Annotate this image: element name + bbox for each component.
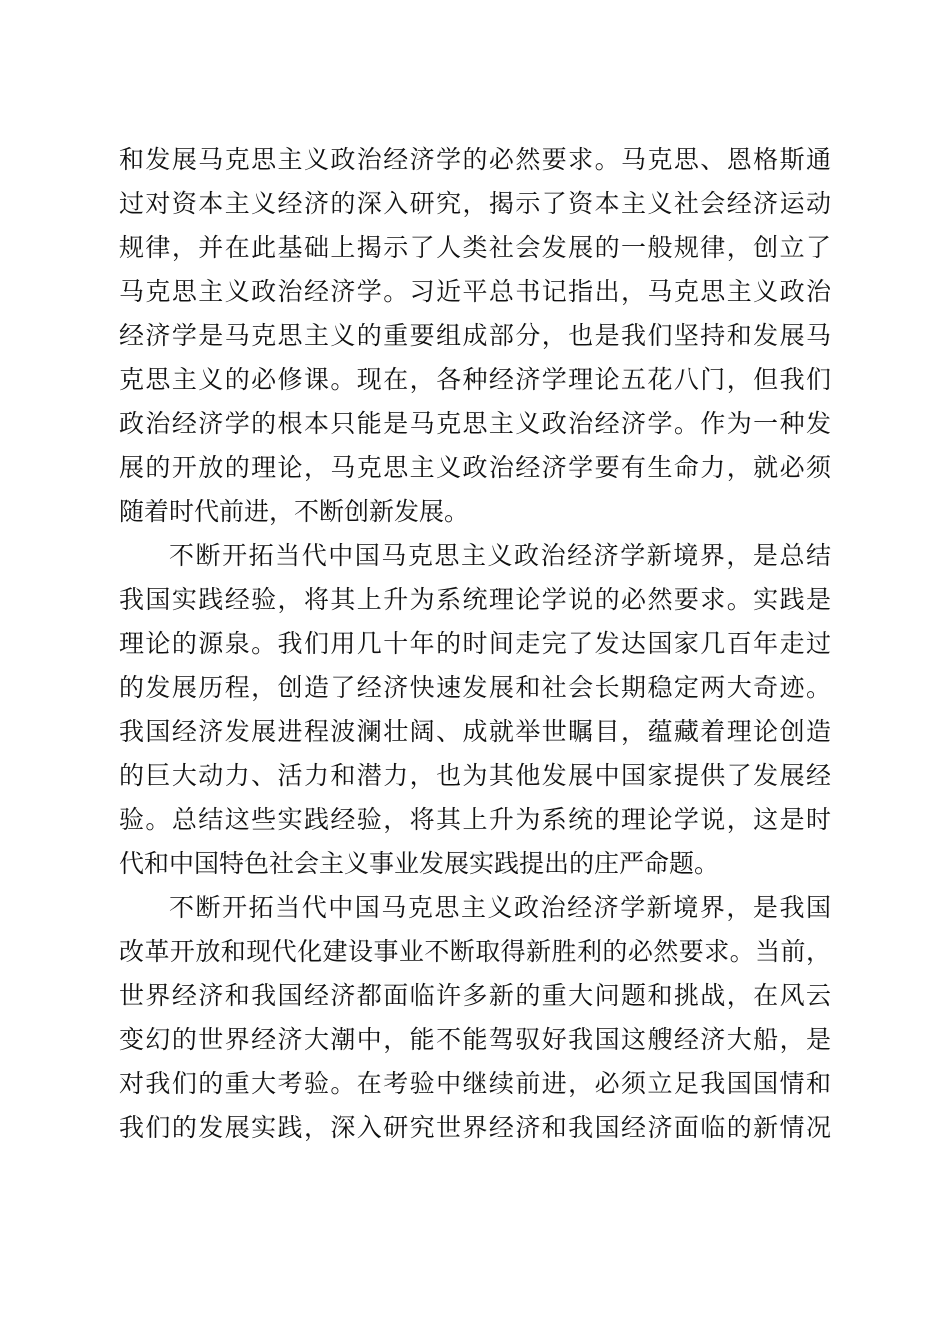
text-line: 验。总结这些实践经验，将其上升为系统的理论学说，这是时 bbox=[119, 805, 831, 834]
text-line: 世界经济和我国经济都面临许多新的重大问题和挑战，在风云 bbox=[119, 981, 831, 1010]
text-line: 我国经济发展进程波澜壮阔、成就举世瞩目，蕴藏着理论创造 bbox=[119, 717, 831, 746]
paragraph-2 bbox=[119, 534, 831, 886]
text-line: 不断开拓当代中国马克思主义政治经济学新境界，是总结 bbox=[169, 541, 831, 570]
text-line: 克思主义的必修课。现在，各种经济学理论五花八门，但我们 bbox=[119, 365, 831, 394]
text-line: 对我们的重大考验。在考验中继续前进，必须立足我国国情和 bbox=[119, 1069, 831, 1098]
text-line: 政治经济学的根本只能是马克思主义政治经济学。作为一种发 bbox=[119, 409, 831, 438]
text-line: 理论的源泉。我们用几十年的时间走完了发达国家几百年走过 bbox=[119, 629, 831, 658]
text-line: 我国实践经验，将其上升为系统理论学说的必然要求。实践是 bbox=[119, 585, 831, 614]
text-line: 和发展马克思主义政治经济学的必然要求。马克思、恩格斯通 bbox=[119, 145, 831, 174]
document-body bbox=[119, 138, 831, 1150]
text-line: 展的开放的理论，马克思主义政治经济学要有生命力，就必须 bbox=[119, 453, 831, 482]
text-line: 过对资本主义经济的深入研究，揭示了资本主义社会经济运动 bbox=[119, 189, 831, 218]
text-line: 改革开放和现代化建设事业不断取得新胜利的必然要求。当前， bbox=[119, 937, 831, 966]
text-line: 变幻的世界经济大潮中，能不能驾驭好我国这艘经济大船，是 bbox=[119, 1025, 831, 1054]
text-line: 经济学是马克思主义的重要组成部分，也是我们坚持和发展马 bbox=[119, 321, 831, 350]
text-line: 随着时代前进，不断创新发展。 bbox=[119, 497, 470, 526]
text-line: 的巨大动力、活力和潜力，也为其他发展中国家提供了发展经 bbox=[119, 761, 831, 790]
paragraph-3 bbox=[119, 886, 831, 1150]
text-line: 的发展历程，创造了经济快速发展和社会长期稳定两大奇迹。 bbox=[119, 673, 831, 702]
text-line: 代和中国特色社会主义事业发展实践提出的庄严命题。 bbox=[119, 849, 720, 878]
text-line: 规律，并在此基础上揭示了人类社会发展的一般规律，创立了 bbox=[119, 233, 831, 262]
paragraph-1 bbox=[119, 138, 831, 534]
text-line: 马克思主义政治经济学。习近平总书记指出，马克思主义政治 bbox=[119, 277, 831, 306]
text-line: 我们的发展实践，深入研究世界经济和我国经济面临的新情况 bbox=[119, 1113, 831, 1142]
text-line: 不断开拓当代中国马克思主义政治经济学新境界，是我国 bbox=[169, 893, 831, 922]
